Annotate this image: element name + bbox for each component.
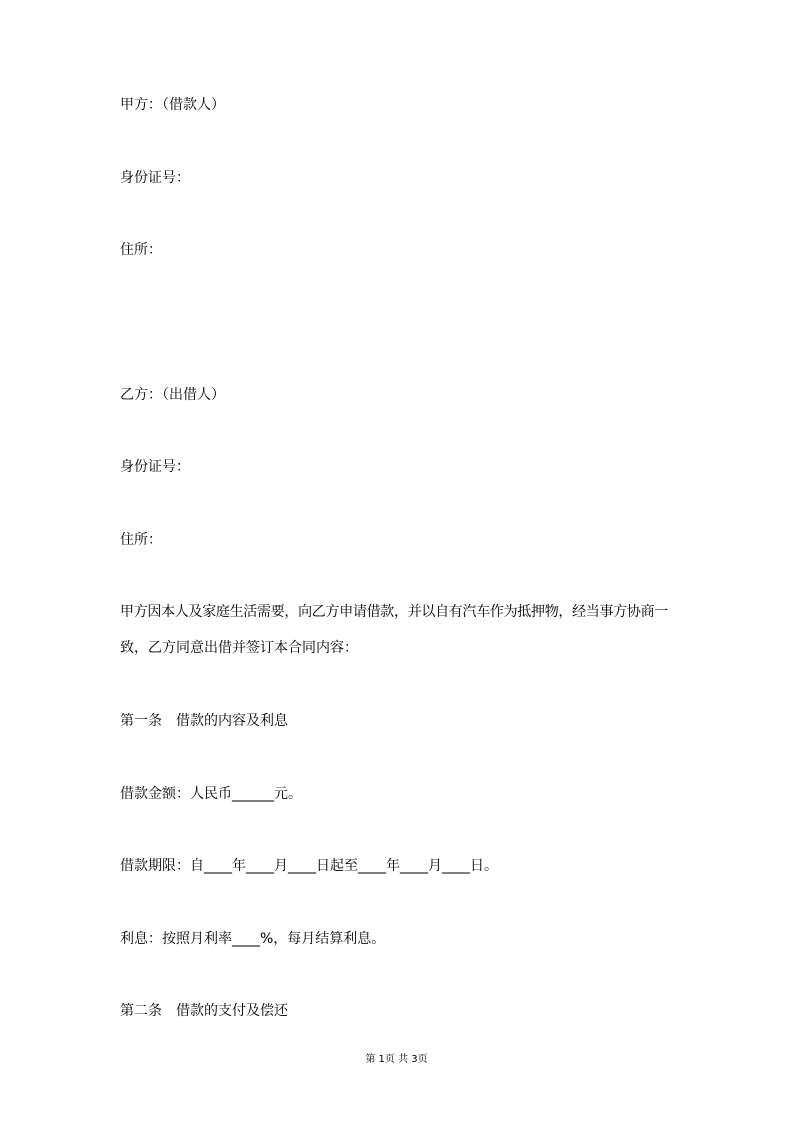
party-b-heading: 乙方：（出借人）	[120, 387, 225, 403]
page-number-footer: 第 1页 共 3页	[365, 1054, 428, 1065]
party-a-heading: 甲方：（借款人）	[120, 97, 225, 113]
party-b-address-label: 住所：	[120, 532, 162, 548]
party-a-id-label: 身份证号：	[120, 170, 190, 186]
loan-term-clause: 借款期限：自____年____月____日起至____年____月____日。	[120, 858, 498, 874]
article-1-title: 第一条 借款的内容及利息	[120, 713, 288, 729]
article-2-title: 第二条 借款的支付及偿还	[120, 1003, 288, 1019]
intro-paragraph-line-1: 甲方因本人及家庭生活需要，向乙方申请借款，并以自有汽车作为抵押物，经当事方协商一	[120, 604, 668, 620]
intro-paragraph-line-2: 致，乙方同意出借并签订本合同内容：	[120, 640, 358, 656]
party-a-address-label: 住所：	[120, 242, 162, 258]
loan-amount-clause: 借款金额：人民币______元。	[120, 786, 302, 802]
party-b-id-label: 身份证号：	[120, 459, 190, 475]
interest-clause: 利息：按照月利率____%，每月结算利息。	[120, 931, 386, 947]
